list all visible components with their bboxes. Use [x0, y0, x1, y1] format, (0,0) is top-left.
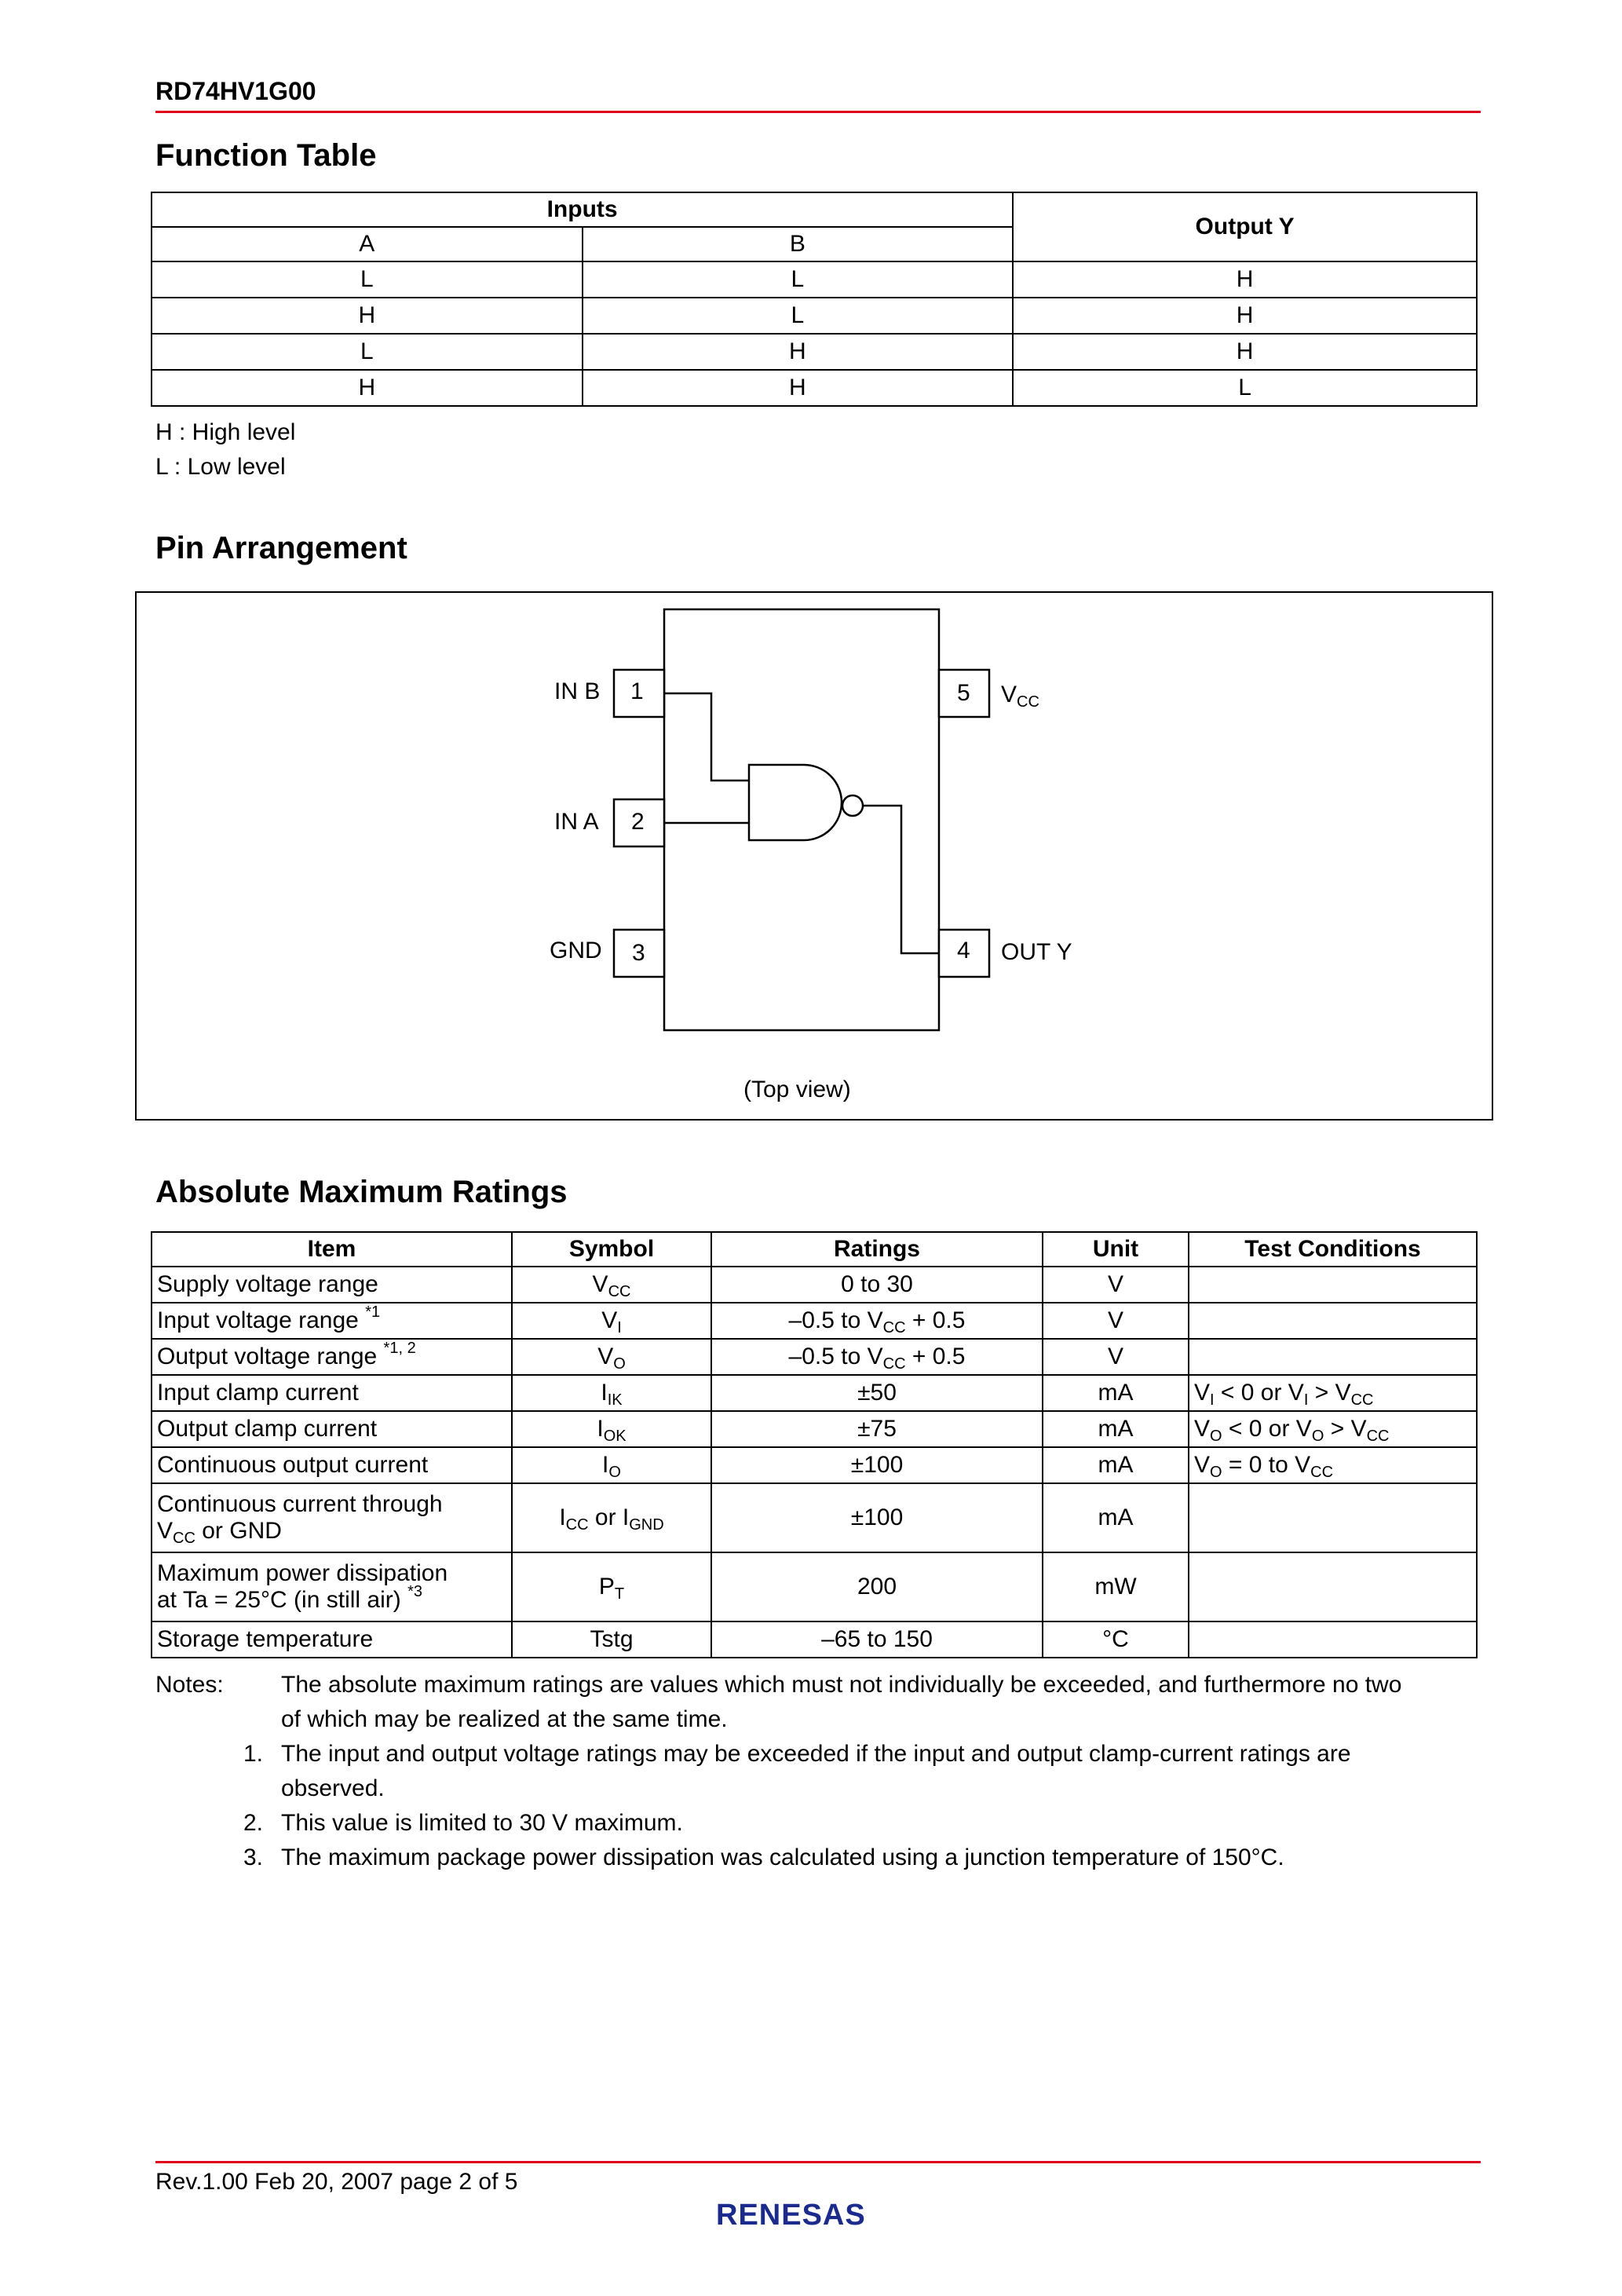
table-row [152, 1303, 1477, 1339]
cell-y: L [1013, 370, 1477, 406]
pin-arrangement-title: Pin Arrangement [155, 531, 407, 565]
unit: V [1043, 1267, 1189, 1303]
abs-max-title: Absolute Maximum Ratings [155, 1175, 568, 1209]
unit: mW [1043, 1552, 1189, 1621]
pin1-number: 1 [630, 678, 644, 704]
note-3-number: 3. [243, 1844, 264, 1870]
unit: V [1043, 1303, 1189, 1339]
conditions: $V_O = 0$ to $V_{CC}$ [1189, 1447, 1477, 1483]
conditions: $V_O < 0$ or $V_O > V_{CC}$ [1189, 1411, 1477, 1447]
cell-b: H [583, 334, 1014, 370]
wire-inb [664, 693, 749, 781]
item: Continuous current through $V_{CC}$ or GND [152, 1483, 512, 1552]
col-ratings: Ratings [711, 1232, 1043, 1267]
item: Output clamp current [152, 1411, 512, 1447]
item: Maximum power dissipation at Ta = 25°C (in still air) $^{*3}$ [152, 1552, 512, 1621]
pin4-number: 4 [957, 938, 970, 963]
symbol: $I_{CC}$ or $I_{GND}$ [512, 1483, 711, 1552]
conditions [1189, 1267, 1477, 1303]
rating: –0.5 to $V_{CC} + 0.5$ [711, 1339, 1043, 1375]
top-view-caption: (Top view) [743, 1077, 851, 1102]
pin5-label: $V_{CC}$ [1001, 682, 1039, 711]
pin3-number: 3 [632, 940, 645, 966]
legend-high: H : High level [155, 419, 296, 445]
symbol: $I_O$ [512, 1447, 711, 1483]
item: Continuous output current [152, 1447, 512, 1483]
unit: V [1043, 1339, 1189, 1375]
symbol: $I_{OK}$ [512, 1411, 711, 1447]
notes-intro: The absolute maximum ratings are values which must not individually be exceeded, and furthermore no two of which may be realized at the same time. [281, 1672, 1402, 1732]
item: Input clamp current [152, 1375, 512, 1411]
table-row [152, 1621, 1477, 1658]
nand-gate-icon [749, 765, 842, 840]
rating: –65 to 150 [711, 1621, 1043, 1658]
notes-block [155, 1668, 1490, 1875]
pin1-label: IN B [554, 678, 601, 704]
conditions: $V_I < 0$ or $V_I > V_{CC}$ [1189, 1375, 1477, 1411]
note-2-number: 2. [243, 1810, 264, 1836]
pin4-label: OUT Y [1001, 939, 1072, 965]
wire-outy [864, 806, 939, 953]
note-2: This value is limited to 30 V maximum. [281, 1810, 683, 1836]
unit: °C [1043, 1621, 1189, 1658]
item: Storage temperature [152, 1621, 512, 1658]
rating: –0.5 to $V_{CC} + 0.5$ [711, 1303, 1043, 1339]
pin5-number: 5 [957, 680, 970, 706]
unit: mA [1043, 1411, 1189, 1447]
col-a-header: A [152, 227, 583, 261]
function-table-title: Function Table [155, 138, 377, 173]
cell-y: H [1013, 261, 1477, 298]
conditions [1189, 1552, 1477, 1621]
table-row [152, 1447, 1477, 1483]
cell-y: H [1013, 334, 1477, 370]
table-row [152, 1339, 1477, 1375]
col-conditions: Test Conditions [1189, 1232, 1477, 1267]
conditions [1189, 1483, 1477, 1552]
cell-b: H [583, 370, 1014, 406]
symbol: $V_{CC}$ [512, 1267, 711, 1303]
conditions [1189, 1339, 1477, 1375]
unit: mA [1043, 1483, 1189, 1552]
pin2-number: 2 [631, 809, 645, 835]
inverter-bubble-icon [842, 795, 863, 816]
output-header: Output Y [1013, 192, 1477, 261]
cell-a: L [152, 261, 583, 298]
symbol: $V_I$ [512, 1303, 711, 1339]
footer-revision: Rev.1.00 Feb 20, 2007 page 2 of 5 [155, 2169, 518, 2195]
table-row [152, 1411, 1477, 1447]
conditions [1189, 1303, 1477, 1339]
notes-label: Notes: [155, 1672, 224, 1698]
rating: ±100 [711, 1483, 1043, 1552]
cell-y: H [1013, 298, 1477, 334]
unit: mA [1043, 1447, 1189, 1483]
legend-low: L : Low level [155, 454, 286, 480]
symbol: $V_O$ [512, 1339, 711, 1375]
renesas-logo: RENESAS [716, 2199, 866, 2232]
table-row [152, 1375, 1477, 1411]
item: Input voltage range $^{*1}$ [152, 1303, 512, 1339]
symbol: Tstg [512, 1621, 711, 1658]
symbol: $P_T$ [512, 1552, 711, 1621]
pin3-label: GND [550, 938, 602, 963]
col-b-header: B [583, 227, 1014, 261]
item: Supply voltage range [152, 1267, 512, 1303]
table-row [152, 1552, 1477, 1621]
cell-a: H [152, 298, 583, 334]
note-3: The maximum package power dissipation was calculated using a junction temperature of 150°C. [281, 1844, 1284, 1870]
col-symbol: Symbol [512, 1232, 711, 1267]
col-unit: Unit [1043, 1232, 1189, 1267]
note-1-number: 1. [243, 1741, 264, 1767]
note-1: The input and output voltage ratings may be exceeded if the input and output clamp-current ratings are observed. [281, 1741, 1351, 1801]
footer-rule [155, 2161, 1481, 2163]
rating: ±100 [711, 1447, 1043, 1483]
rating: ±50 [711, 1375, 1043, 1411]
document-part-number: RD74HV1G00 [155, 77, 316, 105]
rating: 200 [711, 1552, 1043, 1621]
table-row [152, 1267, 1477, 1303]
abs-max-table [151, 1231, 1478, 1658]
inputs-header: Inputs [152, 192, 1013, 227]
col-item: Item [152, 1232, 512, 1267]
cell-a: L [152, 334, 583, 370]
rating: ±75 [711, 1411, 1043, 1447]
unit: mA [1043, 1375, 1189, 1411]
rating: 0 to 30 [711, 1267, 1043, 1303]
cell-b: L [583, 298, 1014, 334]
item: Output voltage range $^{*1, 2}$ [152, 1339, 512, 1375]
table-row [152, 1483, 1477, 1552]
pin2-label: IN A [554, 809, 599, 835]
cell-b: L [583, 261, 1014, 298]
cell-a: H [152, 370, 583, 406]
conditions [1189, 1621, 1477, 1658]
symbol: $I_{IK}$ [512, 1375, 711, 1411]
